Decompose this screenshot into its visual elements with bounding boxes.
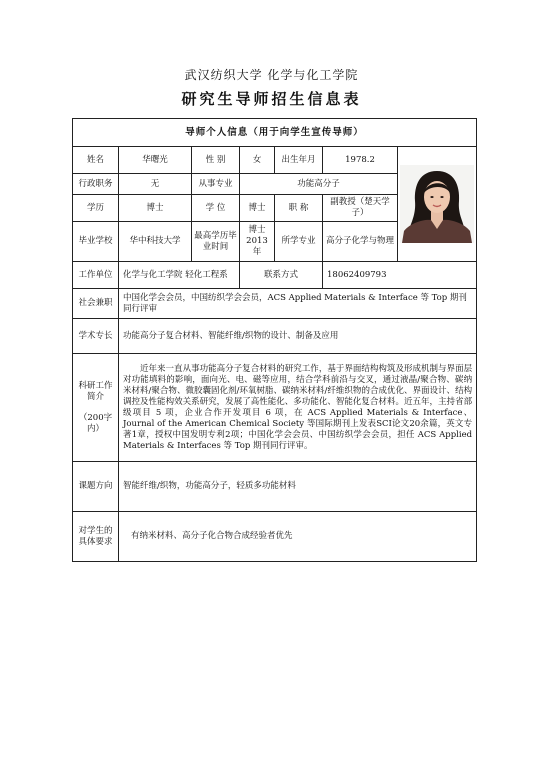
section-title: 导师个人信息（用于向学生宣传导师） <box>73 119 477 147</box>
grad-time-value: 博士 2013年 <box>240 222 275 262</box>
specialty-label: 学术专长 <box>73 319 119 354</box>
work-value: 化学与化工学院 轻化工程系 <box>119 262 240 289</box>
bio-label-cell <box>73 354 119 462</box>
birth-value: 1978.2 <box>323 147 398 174</box>
major-value: 功能高分子 <box>240 174 398 195</box>
social-value: 中国化学会会员，中国纺织学会会员，ACS Applied Materials & Interface 等 Top 期刊同行评审 <box>119 289 477 319</box>
admin-value: 无 <box>119 174 192 195</box>
gender-value: 女 <box>240 147 275 174</box>
admin-label: 行政职务 <box>73 174 119 195</box>
bio-label: 科研工作简介 <box>78 380 113 402</box>
contact-value: 18062409793 <box>323 262 477 289</box>
rank-value: 副教授（楚天学子） <box>323 195 398 222</box>
portrait-image <box>400 165 474 243</box>
grad-time-label: 最高学历毕业时间 <box>192 222 240 262</box>
advisor-info-table <box>72 118 477 562</box>
req-value: 有纳米材料、高分子化合物合成经验者优先 <box>119 512 477 562</box>
grad-major-value: 高分子化学与物理 <box>323 222 398 262</box>
birth-label: 出生年月 <box>275 147 323 174</box>
bio-text: 近年来一直从事功能高分子复合材料的研究工作，基于界面结构构筑及形成机制与界面层对功能填料的影响，面向光、电、磁等应用，结合学科前沿与交叉，通过液晶/聚合物、碳纳米材料/聚合物、微胶囊固化剂/环氧树脂、碳纳米材料/纤维织物的合成优化、界面设计、结构调控及性能构效关系研究，发展了高性能化、多功能化、智能化复合材料。近五年，主持省部级项目 5 项，企业合作开发项目 6 项，在 ACS Applied Materials & Interface、Journal of the American Chemical Society 等国际期刊上发表SCI论文20余篇，英文专著1章，授权中国发明专利2项；中国化学会会员、中国纺织学会会员，担任 ACS Applied Materials & Interfaces 等 Top 期刊同行评审。 <box>123 363 473 451</box>
school-label: 毕业学校 <box>73 222 119 262</box>
grad-major-label: 所学专业 <box>275 222 323 262</box>
name-label: 姓名 <box>73 147 119 174</box>
advisor-photo <box>398 147 477 262</box>
topic-label: 课题方向 <box>73 462 119 512</box>
work-label: 工作单位 <box>73 262 119 289</box>
req-label: 对学生的具体要求 <box>73 512 119 562</box>
page-title: 研究生导师招生信息表 <box>181 90 362 108</box>
topic-value: 智能纤维/织物，功能高分子，轻质多功能材料 <box>119 462 477 512</box>
bio-cell <box>119 354 477 462</box>
specialty-value: 功能高分子复合材料、智能纤维/织物的设计、制备及应用 <box>119 319 477 354</box>
contact-label: 联系方式 <box>240 262 323 289</box>
school-header: 武汉纺织大学 化学与化工学院 <box>184 68 359 82</box>
name-value: 华曙光 <box>119 147 192 174</box>
edu-label: 学历 <box>73 195 119 222</box>
school-value: 华中科技大学 <box>119 222 192 262</box>
edu-value: 博士 <box>119 195 192 222</box>
social-label: 社会兼职 <box>73 289 119 319</box>
bio-note: （200字内） <box>78 412 113 434</box>
major-label: 从事专业 <box>192 174 240 195</box>
degree-value: 博士 <box>240 195 275 222</box>
rank-label: 职 称 <box>275 195 323 222</box>
degree-label: 学 位 <box>192 195 240 222</box>
gender-label: 性 别 <box>192 147 240 174</box>
